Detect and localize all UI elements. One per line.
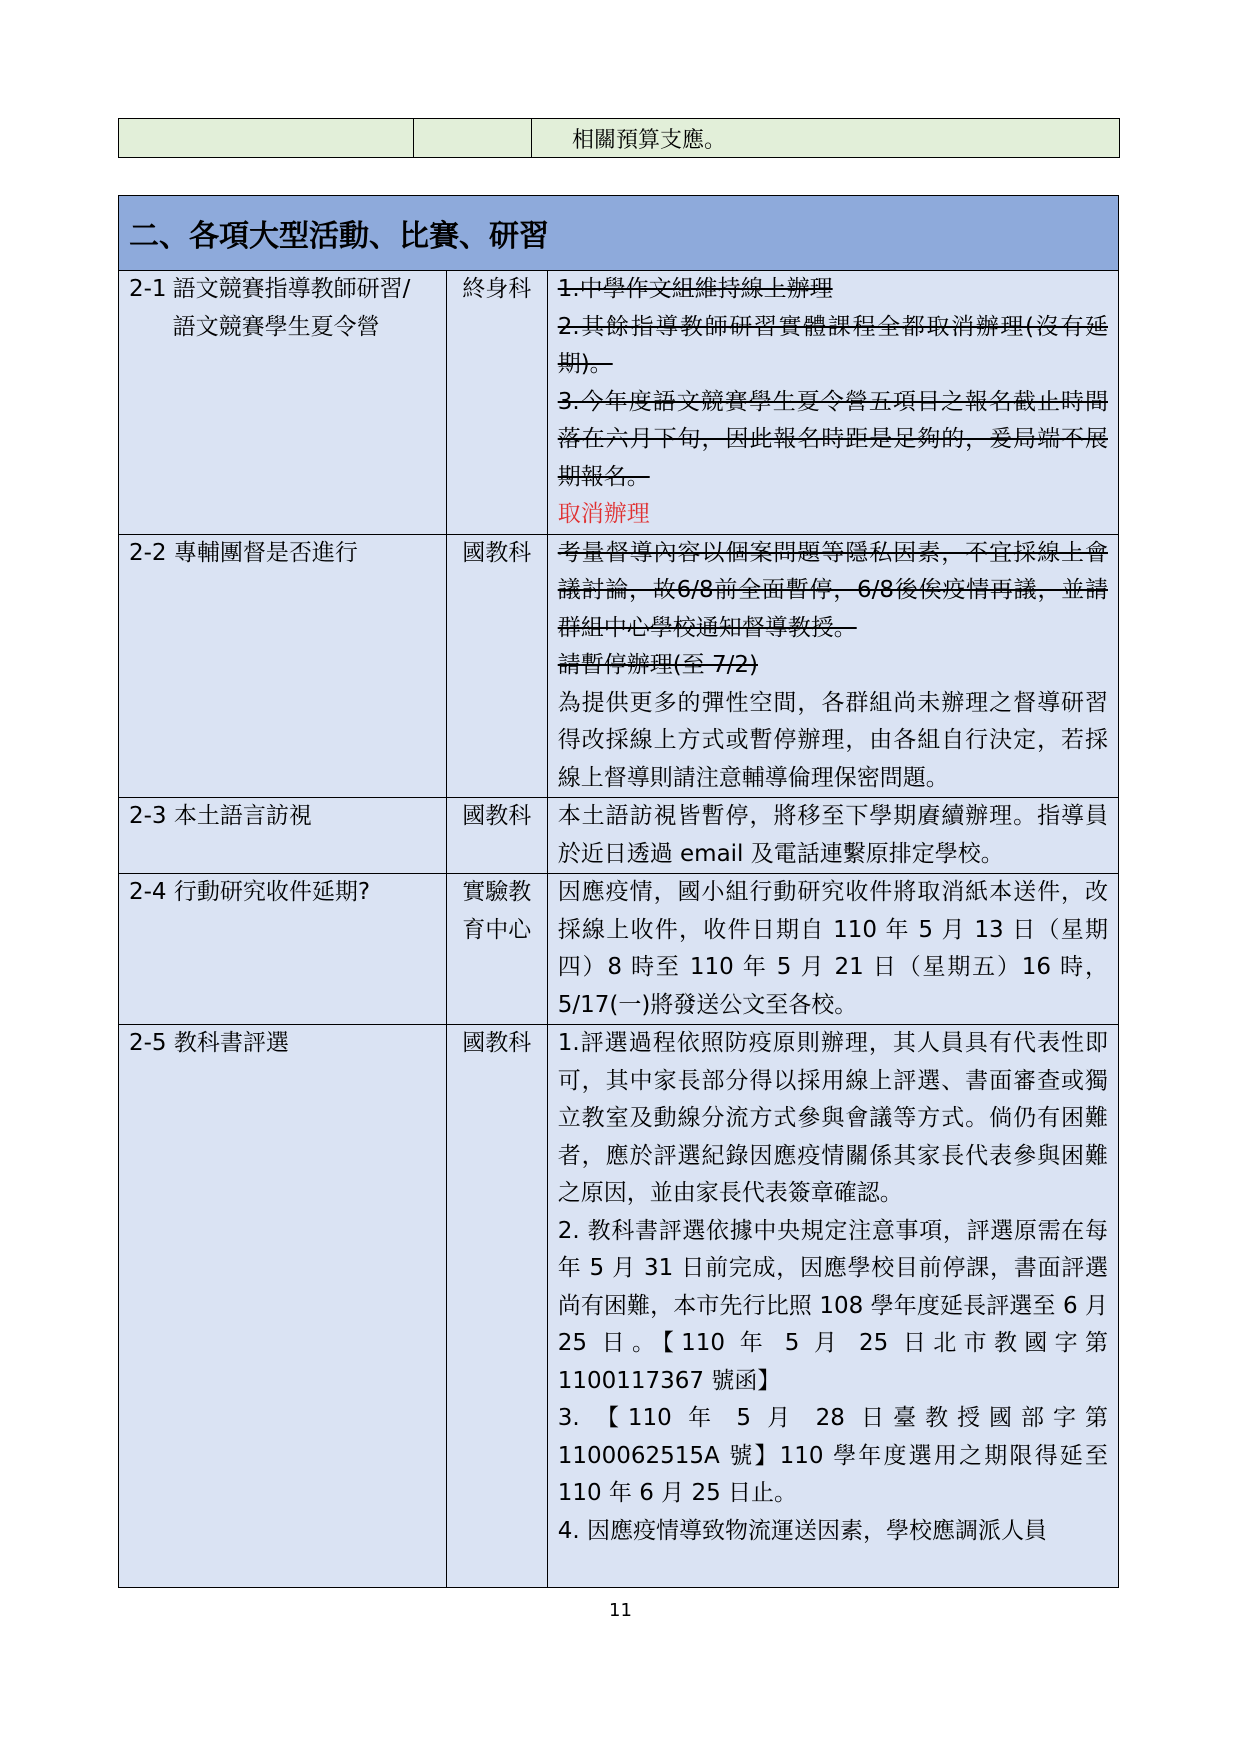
- dept-line: 育中心: [462, 916, 532, 943]
- desc-paragraph: 4. 因應疫情導致物流運送因素，學校應調派人員: [557, 1517, 1047, 1544]
- table-row: [119, 534, 1119, 798]
- dept-cell: [446, 874, 547, 1025]
- dept-cell: 國教科: [446, 798, 547, 874]
- table-row: [119, 798, 1119, 874]
- top-cell-2: [414, 119, 532, 158]
- top-cell-1: [119, 119, 414, 158]
- cancel-note: 取消辦理: [557, 501, 650, 527]
- desc-cell: [547, 271, 1118, 535]
- desc-text: 為提供更多的彈性空間，各群組尚未辦理之督導研習得改採線上方式或暫停辦理，由各組自行決定，若採線上督導則請注意輔導倫理保密問題。: [557, 689, 1108, 791]
- item-title: 本土語言訪視: [173, 803, 312, 829]
- struck-text: 3.今年度語文競賽學生夏令營五項目之報名截止時間落在六月下旬，因此報名時距是足夠的，爰局端不展期報名。: [557, 388, 1108, 490]
- dept-cell: 國教科: [446, 1025, 547, 1588]
- item-number: 2-5: [129, 1030, 167, 1056]
- item-cell: [119, 874, 447, 1025]
- continued-table-row: [118, 118, 1120, 158]
- item-title: 教科書評選: [173, 1030, 289, 1056]
- desc-cell: 本土語訪視皆暫停，將移至下學期賡續辦理。指導員於近日透過 email 及電話連繫原排定學校。: [547, 798, 1118, 874]
- desc-cell: 因應疫情，國小組行動研究收件將取消紙本送件，改採線上收件，收件日期自 110 年 5 月 13 日（星期四）8 時至 110 年 5 月 21 日（星期五）16 時，5/17(一)將發送公文至各校。: [547, 874, 1118, 1025]
- item-number: 2-2: [129, 539, 167, 566]
- activities-table: [118, 195, 1119, 1588]
- top-cell-3: 相關預算支應。: [532, 119, 1120, 158]
- desc-cell: [547, 1025, 1118, 1588]
- struck-text: 1.中學作文組維持線上辦理: [557, 276, 833, 302]
- item-number: 2-4: [129, 879, 167, 905]
- item-title-line: 語文競賽學生夏令營: [172, 313, 380, 340]
- struck-text: 請暫停辦理(至 7/2): [557, 652, 758, 678]
- struck-text: 2.其餘指導教師研習實體課程全都取消辦理(沒有延期)。: [557, 313, 1108, 377]
- item-title-line: 語文競賽指導教師研習/: [172, 276, 411, 302]
- item-number: 2-1: [129, 276, 167, 302]
- desc-paragraph: 1.評選過程依照防疫原則辦理，其人員具有代表性即可，其中家長部分得以採用線上評選、書面審查或獨立教室及動線分流方式參與會議等方式。倘仍有困難者，應於評選紀錄因應疫情關係其家長代表參與困難之原因，並由家長代表簽章確認。: [557, 1030, 1108, 1206]
- item-title: 行動研究收件延期?: [173, 879, 371, 905]
- dept-cell: 終身科: [446, 271, 547, 535]
- table-row: [119, 874, 1119, 1025]
- dept-line: 實驗教: [462, 879, 532, 905]
- desc-paragraph: 2. 教科書評選依據中央規定注意事項，評選原需在每年 5 月 31 日前完成，因應學校目前停課，書面評選尚有困難，本市先行比照 108 學年度延長評選至 6 月 25 日。【110 年 5 月 25 日北市教國字第 1100117367 號函】: [557, 1217, 1108, 1394]
- desc-cell: [547, 534, 1118, 798]
- item-cell: [119, 1025, 447, 1588]
- item-title: 專輔團督是否進行: [173, 539, 358, 566]
- struck-text: 考量督導內容以個案問題等隱私因素，不宜採線上會議討論，故6/8前全面暫停，6/8後俟疫情再議，並請群組中心學校通知督導教授。: [557, 539, 1108, 641]
- section-title: 二、各項大型活動、比賽、研習: [119, 196, 1119, 271]
- item-cell: [119, 534, 447, 798]
- page-number: 11: [609, 1600, 632, 1621]
- desc-paragraph: 3. 【110 年 5 月 28 日臺教授國部字第 1100062515A 號】110 學年度選用之期限得延至 110 年 6 月 25 日止。: [557, 1405, 1108, 1506]
- table-row: [119, 1025, 1119, 1588]
- dept-cell: 國教科: [446, 534, 547, 798]
- table-row: [119, 271, 1119, 535]
- item-number: 2-3: [129, 803, 167, 829]
- item-cell: [119, 271, 447, 535]
- item-cell: [119, 798, 447, 874]
